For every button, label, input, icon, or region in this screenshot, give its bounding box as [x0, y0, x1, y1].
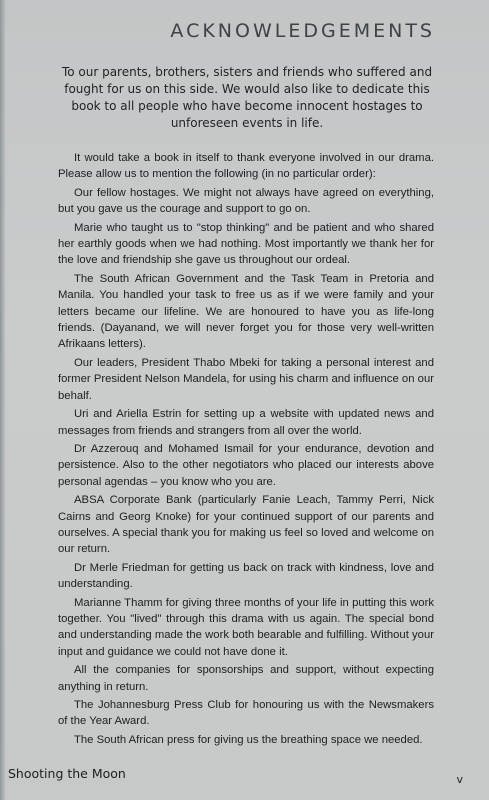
paragraph: Marie who taught us to "stop thinking" and be patient and who shared her earthly goods when we had nothing. Most importantly we thank her for the love and friendship she gave us throughout our ordeal. [58, 221, 434, 267]
acknowledgements-body [58, 150, 434, 750]
page-heading: ACKNOWLEDGEMENTS [170, 20, 435, 42]
paragraph: Our fellow hostages. We might not always have agreed on everything, but you gave us the courage and support to go on. [58, 186, 434, 216]
dedication: To our parents, brothers, sisters and friends who suffered and fought for us on this side. We would also like to dedicate this book to all people who have become innocent hostages to unforeseen events in life. [61, 65, 433, 130]
paragraph: The Johannesburg Press Club for honouring us with the Newsmakers of the Year Award. [58, 699, 434, 728]
paragraph: Our leaders, President Thabo Mbeki for taking a personal interest and former President Nelson Mandela, for using his charm and influence on our behalf. [58, 356, 434, 402]
paragraph: It would take a book in itself to thank everyone involved in our drama. Please allow us to mention the following (in no particular order): [58, 152, 434, 181]
paragraph: All the companies for sponsorships and support, without expecting anything in return. [58, 664, 434, 693]
footer-book-title: Shooting the Moon [8, 766, 126, 781]
paragraph: Dr Azzerouq and Mohamed Ismail for your endurance, devotion and persistence. Also to the other negotiators who placed our interests above personal agendas – you know who you are. [58, 442, 434, 488]
paragraph: The South African Government and the Task Team in Pretoria and Manila. You handled your task to free us as if we were family and your letters became our lifeline. We are honoured to have you as life-long friends. (Dayanand, we will never forget you for those very well-written Afrikaans letters). [58, 272, 434, 351]
page-number: v [456, 773, 463, 786]
page-edge-shadow [0, 0, 6, 800]
paragraph: The South African press for giving us the breathing space we needed. [74, 733, 423, 746]
paragraph: Dr Merle Friedman for getting us back on track with kindness, love and understanding. [58, 561, 434, 591]
paragraph: ABSA Corporate Bank (particularly Fanie Leach, Tammy Perri, Nick Cairns and Georg Knoke) for your continued support of our parents and ourselves. A special thank you for making us feel so loved and welcome on our return. [58, 494, 434, 556]
paragraph: Marianne Thamm for giving three months of your life in putting this work together. You "lived" through this drama with us again. The special bond and understanding made the work both bearable and fulfilling. Without your input and guidance we could not have done it. [58, 596, 434, 658]
paragraph: Uri and Ariella Estrin for setting up a website with updated news and messages from friends and strangers from all over the world. [58, 408, 434, 437]
